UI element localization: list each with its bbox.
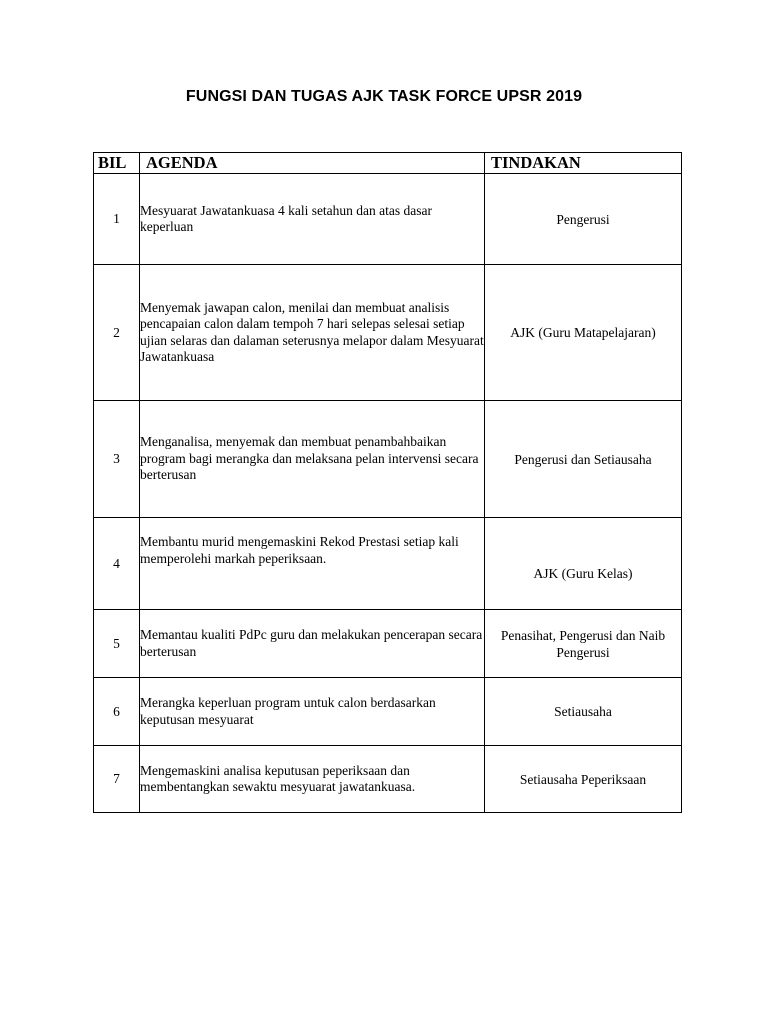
table-row <box>94 265 682 401</box>
table-header-row <box>94 153 682 174</box>
tindakan-text: Setiausaha Peperiksaan <box>485 746 682 813</box>
agenda-text: Menganalisa, menyemak dan membuat penambahbaikan program bagi merangka dan melaksana pelan intervensi secara berterusan <box>140 401 485 518</box>
row-number: 2 <box>94 265 140 401</box>
row-number: 1 <box>94 174 140 265</box>
row-number: 5 <box>94 610 140 678</box>
tindakan-text: Pengerusi dan Setiausaha <box>485 401 682 518</box>
tindakan-text: Penasihat, Pengerusi dan Naib Pengerusi <box>485 610 682 678</box>
page-title: FUNGSI DAN TUGAS AJK TASK FORCE UPSR 2019 <box>185 88 583 105</box>
table-row <box>94 174 682 265</box>
table-row <box>94 678 682 746</box>
agenda-text: Mengemaskini analisa keputusan peperiksaan dan membentangkan sewaktu mesyuarat jawatankuasa. <box>140 746 485 813</box>
table-row <box>94 401 682 518</box>
agenda-text: Menyemak jawapan calon, menilai dan membuat analisis pencapaian calon dalam tempoh 7 hari selepas selesai setiap ujian selaras dan dalaman seterusnya melapor dalam Mesyuarat Jawatankuasa <box>140 265 485 401</box>
agenda-text: Merangka keperluan program untuk calon berdasarkan keputusan mesyuarat <box>140 678 485 746</box>
table-row <box>94 610 682 678</box>
agenda-text: Mesyuarat Jawatankuasa 4 kali setahun dan atas dasar keperluan <box>140 174 485 265</box>
tindakan-text: AJK (Guru Matapelajaran) <box>485 265 682 401</box>
header-agenda: AGENDA <box>140 153 485 174</box>
header-bil: BIL <box>94 153 140 174</box>
tindakan-text: Setiausaha <box>485 678 682 746</box>
row-number: 7 <box>94 746 140 813</box>
table-row <box>94 746 682 813</box>
header-tindakan: TINDAKAN <box>485 153 682 174</box>
table-row <box>94 518 682 610</box>
agenda-table <box>93 152 682 813</box>
agenda-text: Membantu murid mengemaskini Rekod Prestasi setiap kali memperolehi markah peperiksaan. <box>140 518 485 610</box>
row-number: 4 <box>94 518 140 610</box>
agenda-text: Memantau kualiti PdPc guru dan melakukan pencerapan secara berterusan <box>140 610 485 678</box>
row-number: 3 <box>94 401 140 518</box>
tindakan-text: AJK (Guru Kelas) <box>485 518 682 610</box>
tindakan-text: Pengerusi <box>485 174 682 265</box>
row-number: 6 <box>94 678 140 746</box>
